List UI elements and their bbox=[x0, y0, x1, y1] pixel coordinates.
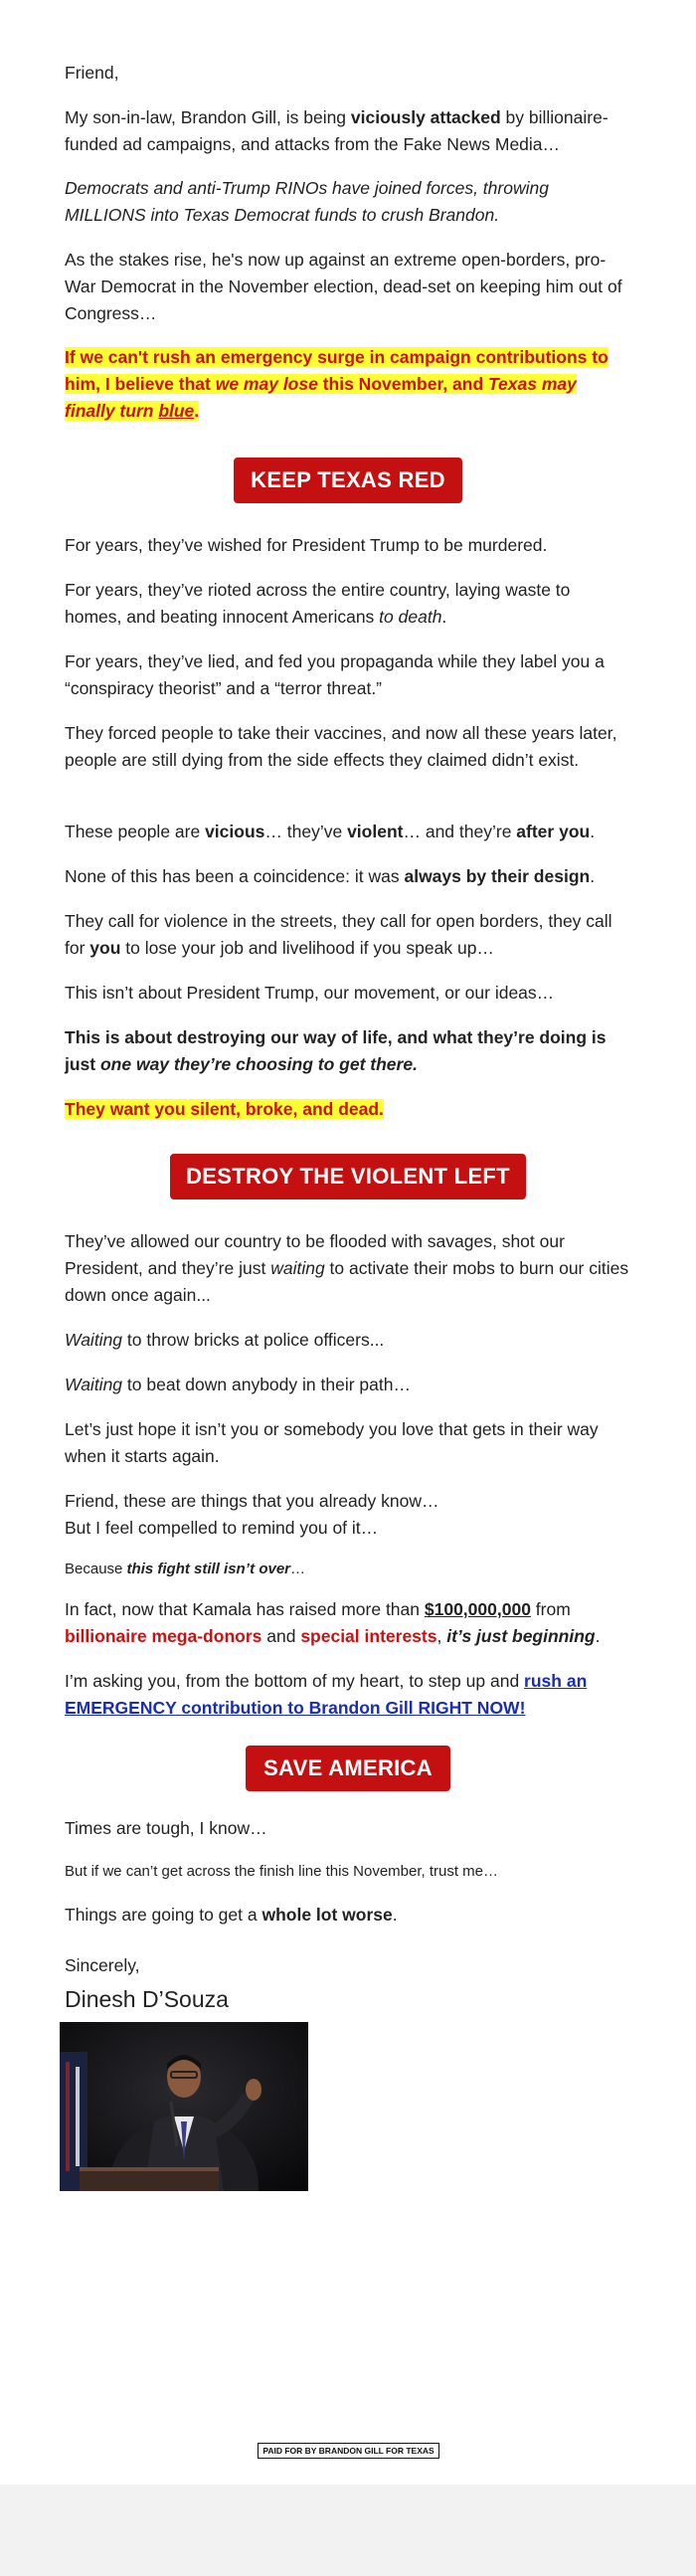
paragraph-violence: They call for violence in the streets, they call for open borders, they call for you to lose your job and livelihood if you speak up… bbox=[65, 911, 612, 958]
paragraph-rioted: For years, they’ve rioted across the entire country, laying waste to homes, and beating innocent Americans to death. bbox=[65, 580, 571, 627]
paragraph-destroying: This is about destroying our way of life, and what they’re doing is just one way they’re choosing to get there. bbox=[65, 1027, 607, 1074]
paragraph-design: None of this has been a coincidence: it was always by their design. bbox=[65, 866, 596, 886]
signature-name: Dinesh D’Souza bbox=[65, 1986, 229, 2012]
paragraph-bricks: Waiting to throw bricks at police officers... bbox=[65, 1330, 385, 1350]
paragraph-ask: I’m asking you, from the bottom of my heart, to step up and rush an EMERGENCY contribution to Brandon Gill RIGHT NOW! bbox=[65, 1671, 588, 1718]
highlight-paragraph-silent: They want you silent, broke, and dead. bbox=[65, 1099, 384, 1119]
footer-band bbox=[0, 2484, 696, 2576]
paragraph-flooded: They’ve allowed our country to be flooded with savages, shot our President, and they’re just waiting to activate their mobs to burn our cities down once again... bbox=[65, 1231, 629, 1305]
paragraph-already-know: Friend, these are things that you already know… But I feel compelled to remind you of it… bbox=[65, 1491, 439, 1538]
paragraph-hope: Let’s just hope it isn’t you or somebody you love that gets in their way when it starts again. bbox=[65, 1419, 599, 1466]
closing: Sincerely, bbox=[65, 1955, 140, 1975]
paragraph-finish-line: But if we can’t get across the finish line this November, trust me… bbox=[65, 1863, 499, 1880]
speaker-photo bbox=[60, 2022, 308, 2191]
paragraph-vaccines: They forced people to take their vaccines, and now all these years later, people are still dying from the side effects they claimed didn’t exist. bbox=[65, 723, 617, 770]
paragraph-attack: My son-in-law, Brandon Gill, is being viciously attacked by billionaire-funded ad campaigns, and attacks from the Fake News Media… bbox=[65, 107, 609, 154]
paragraph-stakes: As the stakes rise, he's now up against an extreme open-borders, pro-War Democrat in the November election, dead-set on keeping him out of Congress… bbox=[65, 250, 622, 323]
paid-for-disclaimer: PAID FOR BY BRANDON GILL FOR TEXAS bbox=[258, 2443, 439, 2459]
paragraph-beat-down: Waiting to beat down anybody in their path… bbox=[65, 1375, 411, 1394]
paragraph-worse: Things are going to get a whole lot worse. bbox=[65, 1905, 398, 1925]
greeting: Friend, bbox=[65, 63, 119, 83]
paragraph-vicious: These people are vicious… they’ve violent… and they’re after you. bbox=[65, 822, 596, 841]
paragraph-fight-not-over: Because this fight still isn’t over… bbox=[65, 1561, 305, 1577]
save-america-button[interactable]: SAVE AMERICA bbox=[246, 1746, 450, 1791]
paragraph-times-tough: Times are tough, I know… bbox=[65, 1818, 267, 1838]
paragraph-kamala: In fact, now that Kamala has raised more than $100,000,000 from billionaire mega-donors and special interests, it’s just beginning. bbox=[65, 1599, 601, 1646]
paragraph-democrats: Democrats and anti-Trump RINOs have joined forces, throwing MILLIONS into Texas Democrat funds to crush Brandon. bbox=[65, 178, 549, 225]
keep-texas-red-button[interactable]: KEEP TEXAS RED bbox=[234, 458, 462, 503]
destroy-violent-left-button[interactable]: DESTROY THE VIOLENT LEFT bbox=[170, 1154, 526, 1199]
paragraph-not-about-trump: This isn’t about President Trump, our movement, or our ideas… bbox=[65, 983, 555, 1003]
highlight-paragraph-surge: If we can't rush an emergency surge in campaign contributions to him, I believe that we may lose this November, and Texas may finally turn blue. bbox=[65, 347, 609, 421]
paragraph-lied: For years, they’ve lied, and fed you propaganda while they label you a “conspiracy theorist” and a “terror threat.” bbox=[65, 651, 605, 698]
emergency-contribution-link[interactable]: rush an EMERGENCY contribution to Brandon Gill RIGHT NOW! bbox=[65, 1671, 588, 1718]
paragraph-murdered: For years, they’ve wished for President Trump to be murdered. bbox=[65, 535, 548, 555]
